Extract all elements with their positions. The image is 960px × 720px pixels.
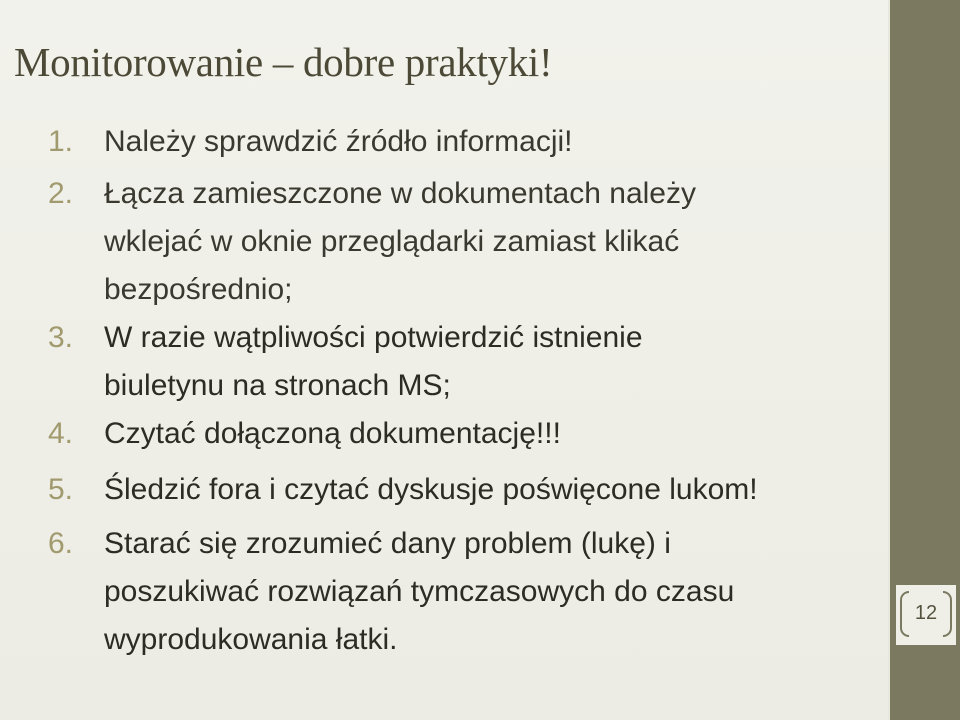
item-number: 6. <box>48 527 74 560</box>
item-line: biuletynu na stronach MS; <box>104 369 451 402</box>
slide-title: Monitorowanie – dobre praktyki! <box>14 39 553 85</box>
item-line: poszukiwać rozwiązań tymczasowych do czasu <box>104 575 735 608</box>
item-number: 5. <box>48 473 74 506</box>
item-line: wyprodukowania łatki. <box>104 623 398 656</box>
item-number: 4. <box>48 417 74 450</box>
item-line: Starać się zrozumieć dany problem (lukę) i <box>104 527 671 560</box>
item-line: bezpośrednio; <box>104 273 293 306</box>
page-number-badge <box>896 585 956 645</box>
item-line: W razie wątpliwości potwierdzić istnienie <box>104 321 643 354</box>
item-text <box>104 410 874 458</box>
item-line: Łącza zamieszczone w dokumentach należy <box>104 177 696 210</box>
item-line: Należy sprawdzić źródło informacji! <box>104 125 573 158</box>
item-number: 2. <box>48 177 74 210</box>
item-number: 3. <box>48 321 74 354</box>
item-text <box>104 118 874 166</box>
page-number: 12 <box>914 602 938 624</box>
item-line: Czytać dołączoną dokumentację!!! <box>104 417 561 450</box>
item-text <box>104 314 874 410</box>
item-line: Śledzić fora i czytać dyskusje poświęcone lukom! <box>104 473 758 506</box>
item-number: 1. <box>48 125 74 158</box>
item-text <box>104 170 874 314</box>
item-text <box>104 520 874 664</box>
item-line: wklejać w oknie przeglądarki zamiast klikać <box>104 225 680 258</box>
item-text <box>104 466 874 514</box>
